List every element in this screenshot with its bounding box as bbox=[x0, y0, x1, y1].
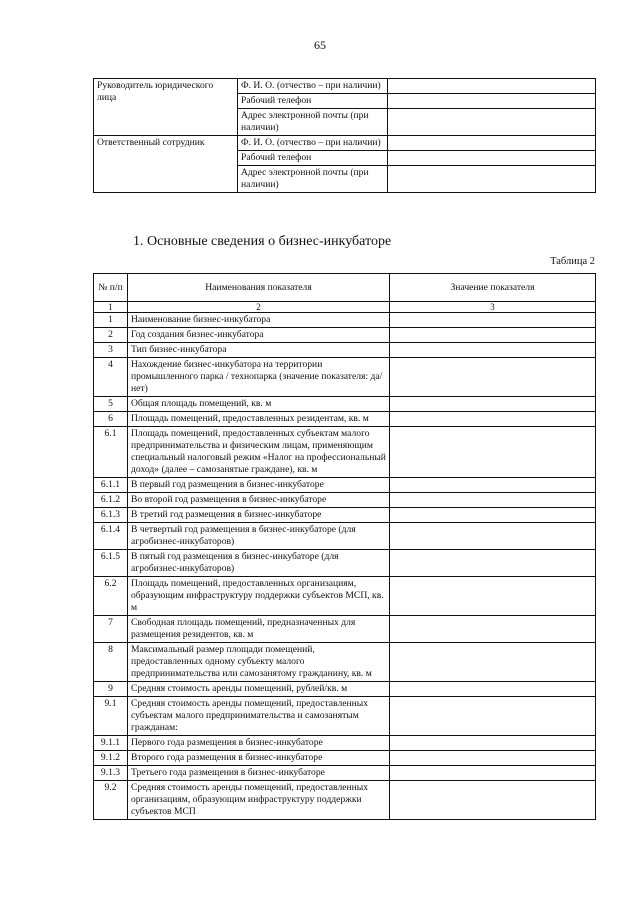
indicator-name: Площадь помещений, предоставленных резидентам, кв. м bbox=[128, 412, 390, 427]
indicator-name: Во второй год размещения в бизнес-инкубаторе bbox=[128, 493, 390, 508]
indicator-value[interactable] bbox=[390, 577, 596, 616]
row-number: 1 bbox=[94, 313, 128, 328]
contact-field-value[interactable] bbox=[388, 151, 596, 166]
header-number: № п/п bbox=[94, 274, 128, 302]
row-number: 9.2 bbox=[94, 781, 128, 820]
row-number: 9.1.1 bbox=[94, 736, 128, 751]
indicator-value[interactable] bbox=[390, 736, 596, 751]
indicator-name: В первый год размещения в бизнес-инкубаторе bbox=[128, 478, 390, 493]
indicator-name: Средняя стоимость аренды помещений, предоставленных субъектам малого предпринимательства и самозанятым гражданам: bbox=[128, 697, 390, 736]
indicator-name: Первого года размещения в бизнес-инкубаторе bbox=[128, 736, 390, 751]
indicator-value[interactable] bbox=[390, 781, 596, 820]
table-row bbox=[94, 736, 596, 751]
indicator-name: В четвертый год размещения в бизнес-инкубаторе (для агробизнес-инкубаторов) bbox=[128, 523, 390, 550]
column-index-1: 1 bbox=[94, 302, 128, 313]
table-row bbox=[94, 697, 596, 736]
table-header-row bbox=[94, 274, 596, 302]
indicator-name: Средняя стоимость аренды помещений, предоставленных организациям, образующим инфраструктуру поддержки субъектов МСП bbox=[128, 781, 390, 820]
table-row bbox=[94, 328, 596, 343]
indicator-value[interactable] bbox=[390, 616, 596, 643]
row-number: 3 bbox=[94, 343, 128, 358]
row-number: 4 bbox=[94, 358, 128, 397]
row-number: 7 bbox=[94, 616, 128, 643]
indicator-name: Площадь помещений, предоставленных организациям, образующим инфраструктуру поддержки субъектов МСП, кв. м bbox=[128, 577, 390, 616]
indicator-value[interactable] bbox=[390, 343, 596, 358]
row-number: 6.1.4 bbox=[94, 523, 128, 550]
table-row bbox=[94, 427, 596, 478]
section-title: 1. Основные сведения о бизнес-инкубаторе bbox=[133, 234, 392, 249]
indicator-value[interactable] bbox=[390, 358, 596, 397]
row-number: 9.1 bbox=[94, 697, 128, 736]
table-row bbox=[94, 493, 596, 508]
page-number: 65 bbox=[314, 38, 326, 52]
contact-role: Руководитель юридического лица bbox=[94, 79, 238, 136]
indicator-value[interactable] bbox=[390, 493, 596, 508]
row-number: 6.2 bbox=[94, 577, 128, 616]
indicator-name: Тип бизнес-инкубатора bbox=[128, 343, 390, 358]
indicator-name: Максимальный размер площади помещений, предоставленных одному субъекту малого предпринимательства или самозанятому гражданину, кв. м bbox=[128, 643, 390, 682]
table-label: Таблица 2 bbox=[550, 256, 595, 267]
header-indicator-value: Значение показателя bbox=[390, 274, 596, 302]
table-row bbox=[94, 478, 596, 493]
indicator-value[interactable] bbox=[390, 397, 596, 412]
indicator-value[interactable] bbox=[390, 313, 596, 328]
indicator-name: Третьего года размещения в бизнес-инкубаторе bbox=[128, 766, 390, 781]
table-row bbox=[94, 616, 596, 643]
indicator-value[interactable] bbox=[390, 412, 596, 427]
indicator-name: Средняя стоимость аренды помещений, рублей/кв. м bbox=[128, 682, 390, 697]
indicator-value[interactable] bbox=[390, 523, 596, 550]
indicator-name: Второго года размещения в бизнес-инкубаторе bbox=[128, 751, 390, 766]
table-row bbox=[94, 523, 596, 550]
contact-field-value[interactable] bbox=[388, 166, 596, 193]
indicator-name: В пятый год размещения в бизнес-инкубаторе (для агробизнес-инкубаторов) bbox=[128, 550, 390, 577]
indicator-name: В третий год размещения в бизнес-инкубаторе bbox=[128, 508, 390, 523]
table-row bbox=[94, 412, 596, 427]
row-number: 2 bbox=[94, 328, 128, 343]
contact-row bbox=[94, 136, 596, 151]
table-row bbox=[94, 766, 596, 781]
indicator-value[interactable] bbox=[390, 697, 596, 736]
indicator-name: Площадь помещений, предоставленных субъектам малого предпринимательства и физическим лицам, применяющим специальный налоговый режим «Налог на профессиональный доход» (далее – самозанятые граждане), кв. м bbox=[128, 427, 390, 478]
indicator-value[interactable] bbox=[390, 508, 596, 523]
indicator-value[interactable] bbox=[390, 427, 596, 478]
contact-role: Ответственный сотрудник bbox=[94, 136, 238, 193]
indicator-value[interactable] bbox=[390, 478, 596, 493]
column-index-2: 2 bbox=[128, 302, 390, 313]
indicator-value[interactable] bbox=[390, 682, 596, 697]
indicator-value[interactable] bbox=[390, 766, 596, 781]
row-number: 5 bbox=[94, 397, 128, 412]
row-number: 6.1.5 bbox=[94, 550, 128, 577]
column-index-row bbox=[94, 302, 596, 313]
row-number: 8 bbox=[94, 643, 128, 682]
row-number: 9.1.3 bbox=[94, 766, 128, 781]
table-row bbox=[94, 682, 596, 697]
row-number: 6.1.3 bbox=[94, 508, 128, 523]
contact-field-value[interactable] bbox=[388, 109, 596, 136]
contact-row bbox=[94, 79, 596, 94]
indicator-name: Нахождение бизнес-инкубатора на территории промышленного парка / технопарка (значение показателя: да/нет) bbox=[128, 358, 390, 397]
table-row bbox=[94, 358, 596, 397]
indicator-name: Наименование бизнес-инкубатора bbox=[128, 313, 390, 328]
contact-field-label: Ф. И. О. (отчество – при наличии) bbox=[238, 79, 388, 94]
table-row bbox=[94, 550, 596, 577]
indicator-name: Год создания бизнес-инкубатора bbox=[128, 328, 390, 343]
indicator-value[interactable] bbox=[390, 643, 596, 682]
contact-field-label: Рабочий телефон bbox=[238, 94, 388, 109]
table-row bbox=[94, 343, 596, 358]
indicator-name: Общая площадь помещений, кв. м bbox=[128, 397, 390, 412]
column-index-3: 3 bbox=[390, 302, 596, 313]
table-row bbox=[94, 751, 596, 766]
contact-field-value[interactable] bbox=[388, 136, 596, 151]
row-number: 9.1.2 bbox=[94, 751, 128, 766]
contact-field-label: Адрес электронной почты (при наличии) bbox=[238, 166, 388, 193]
contacts-table bbox=[93, 78, 596, 193]
contact-field-label: Рабочий телефон bbox=[238, 151, 388, 166]
contact-field-value[interactable] bbox=[388, 79, 596, 94]
row-number: 6 bbox=[94, 412, 128, 427]
row-number: 6.1.1 bbox=[94, 478, 128, 493]
indicator-value[interactable] bbox=[390, 550, 596, 577]
indicator-name: Свободная площадь помещений, предназначенных для размещения резидентов, кв. м bbox=[128, 616, 390, 643]
table-row bbox=[94, 508, 596, 523]
table-row bbox=[94, 313, 596, 328]
table-row bbox=[94, 781, 596, 820]
contact-field-label: Адрес электронной почты (при наличии) bbox=[238, 109, 388, 136]
row-number: 9 bbox=[94, 682, 128, 697]
contact-field-value[interactable] bbox=[388, 94, 596, 109]
table-row bbox=[94, 643, 596, 682]
indicator-value[interactable] bbox=[390, 751, 596, 766]
row-number: 6.1 bbox=[94, 427, 128, 478]
row-number: 6.1.2 bbox=[94, 493, 128, 508]
indicator-value[interactable] bbox=[390, 328, 596, 343]
indicators-table bbox=[93, 273, 596, 820]
contact-field-label: Ф. И. О. (отчество – при наличии) bbox=[238, 136, 388, 151]
header-indicator-name: Наименования показателя bbox=[128, 274, 390, 302]
table-row bbox=[94, 397, 596, 412]
table-row bbox=[94, 577, 596, 616]
